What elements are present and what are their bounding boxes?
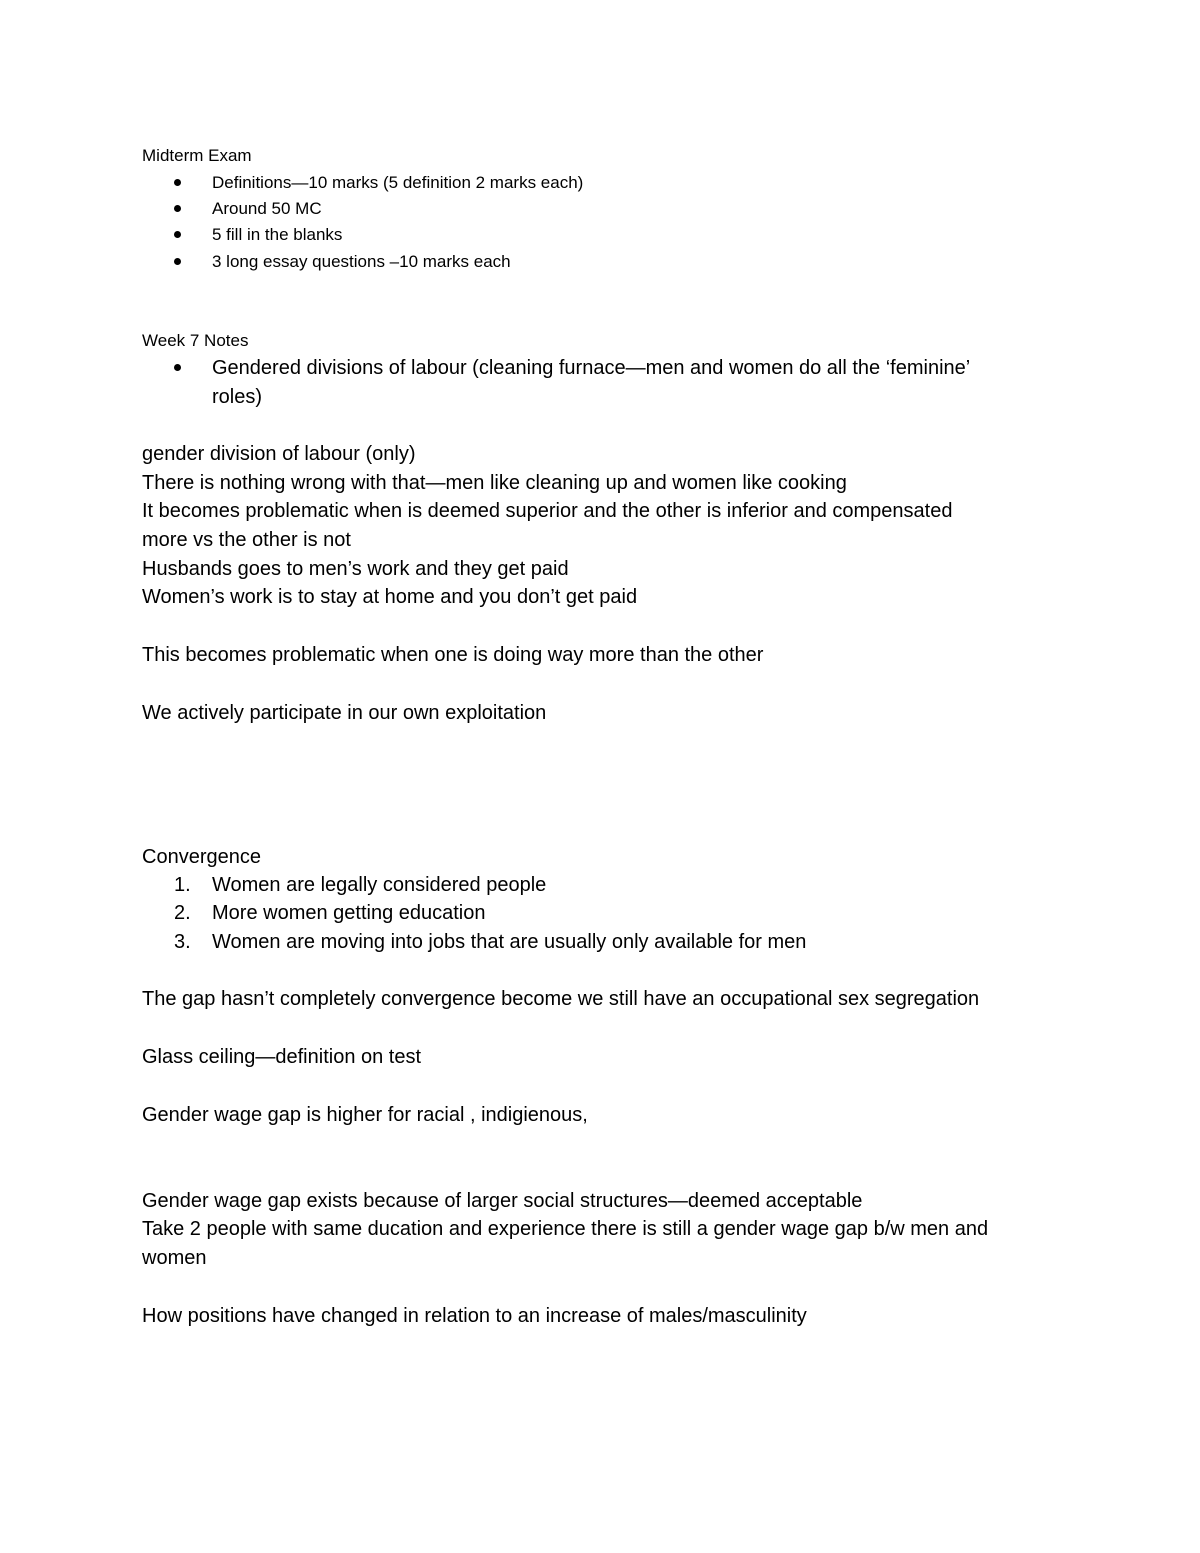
note-line: We actively participate in our own exploitation [142,702,547,724]
note-line: Husbands goes to men’s work and they get paid [142,558,569,580]
midterm-item: Definitions—10 marks (5 definition 2 marks each) [212,173,584,192]
midterm-item: Around 50 MC [212,199,322,218]
note-line: more vs the other is not [142,529,351,551]
midterm-item: 5 fill in the blanks [212,225,343,244]
week7-bullet-line2: roles) [212,386,263,408]
note-line: There is nothing wrong with that—men like cleaning up and women like cooking [142,472,847,494]
list-number: 1. [174,874,191,896]
bullet-icon [174,258,181,265]
week7-bullet-line1: Gendered divisions of labour (cleaning furnace—men and women do all the ‘feminine’ [212,357,971,379]
convergence-item: More women getting education [212,902,486,924]
note-line: Gender wage gap is higher for racial , indigienous, [142,1104,588,1126]
convergence-item: Women are moving into jobs that are usually only available for men [212,931,807,953]
note-line: Gender wage gap exists because of larger social structures—deemed acceptable [142,1190,863,1212]
bullet-icon [174,231,181,238]
note-line: How positions have changed in relation to an increase of males/masculinity [142,1305,807,1327]
note-line: Glass ceiling—definition on test [142,1046,422,1068]
bullet-icon [174,205,181,212]
note-line: The gap hasn’t completely convergence become we still have an occupational sex segregation [142,988,980,1010]
week7-heading: Week 7 Notes [142,331,249,350]
midterm-heading: Midterm Exam [142,146,252,165]
bullet-icon [174,179,181,186]
list-number: 3. [174,931,191,953]
note-line: gender division of labour (only) [142,443,416,465]
midterm-item: 3 long essay questions –10 marks each [212,252,511,271]
note-line: Women’s work is to stay at home and you don’t get paid [142,586,638,608]
list-number: 2. [174,902,191,924]
note-line: It becomes problematic when is deemed superior and the other is inferior and compensated [142,500,953,522]
note-line: This becomes problematic when one is doing way more than the other [142,644,764,666]
note-line: Take 2 people with same ducation and experience there is still a gender wage gap b/w men and [142,1218,989,1240]
note-line: women [142,1247,207,1269]
bullet-icon [174,364,181,371]
convergence-item: Women are legally considered people [212,874,547,896]
convergence-heading: Convergence [142,846,261,868]
